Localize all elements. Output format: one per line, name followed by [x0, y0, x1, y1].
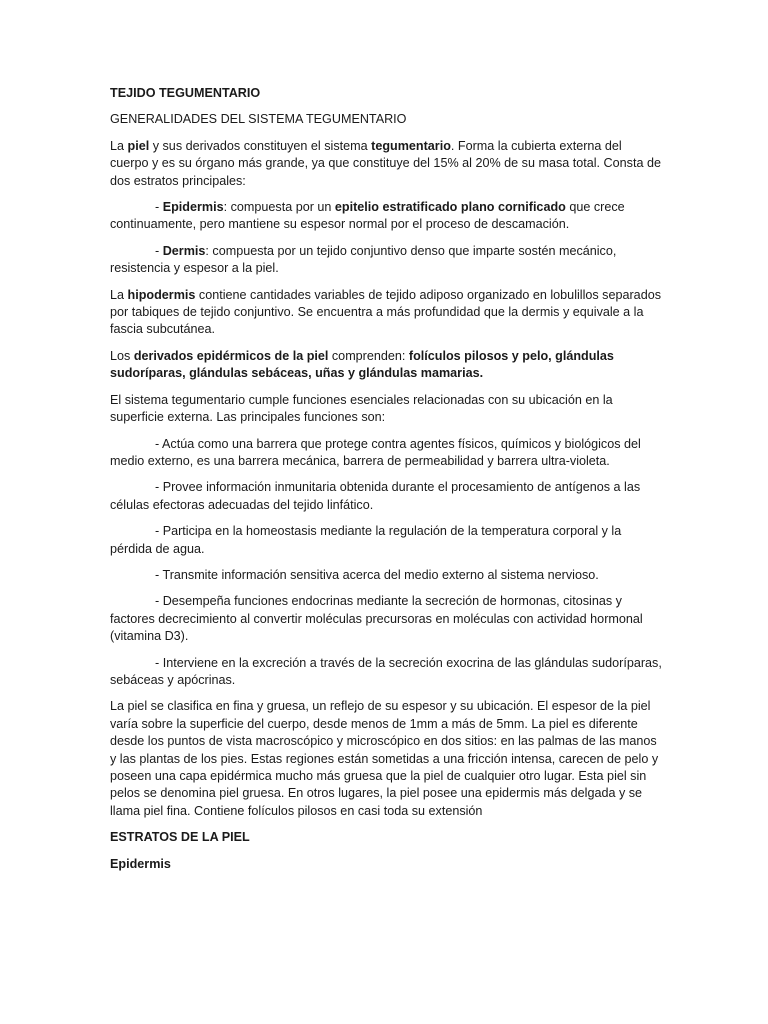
- estratos-heading: ESTRATOS DE LA PIEL: [110, 830, 250, 845]
- bold-term: piel: [127, 138, 150, 153]
- bold-term: Dermis: [162, 243, 206, 258]
- bold-term: tegumentario: [371, 138, 451, 153]
- bold-term: folículos pilosos y pelo, glándulas sudoríparas, glándulas sebáceas, uñas y glándulas mamarias.: [110, 348, 614, 381]
- bold-term: hipodermis: [127, 287, 196, 302]
- document-title: TEJIDO TEGUMENTARIO: [110, 86, 261, 100]
- bold-term: derivados epidérmicos de la piel: [133, 348, 329, 363]
- hipodermis-paragraph: La hipodermis contiene cantidades variables de tejido adiposo organizado en lobulillos separados por tabiques de tejido conjuntivo. Se encuentra a más profundidad que la dermis y equivale a la fascia subcutánea.: [110, 287, 661, 337]
- epidermis-list-item: - Epidermis: compuesta por un epitelio estratificado plano cornificado que crece continuamente, pero mantiene su espesor normal por el proceso de descamación.: [110, 200, 625, 232]
- function-item: - Participa en la homeostasis mediante la regulación de la temperatura corporal y la pérdida de agua.: [110, 524, 622, 556]
- function-item: - Provee información inmunitaria obtenida durante el procesamiento de antígenos a las células efectoras adecuadas del tejido linfático.: [110, 480, 641, 512]
- section-subtitle: GENERALIDADES DEL SISTEMA TEGUMENTARIO: [110, 112, 407, 127]
- derivados-paragraph: Los derivados epidérmicos de la piel comprenden: folículos pilosos y pelo, glándulas sudoríparas, glándulas sebáceas, uñas y glándulas mamarias.: [110, 348, 614, 381]
- funciones-intro-paragraph: El sistema tegumentario cumple funciones esenciales relacionadas con su ubicación en la superficie externa. Las principales funciones son:: [110, 392, 613, 425]
- bold-term: Epidermis: [162, 200, 224, 215]
- function-item: - Desempeña funciones endocrinas mediante la secreción de hormonas, citosinas y factores decrecimiento al convertir moléculas precursoras en moléculas con actividad hormonal (vitamina D3).: [110, 594, 643, 644]
- intro-paragraph: La piel y sus derivados constituyen el sistema tegumentario. Forma la cubierta externa del cuerpo y es su órgano más grande, ya que constituye del 15% al 20% de su masa total. Consta de dos estratos principales:: [110, 138, 661, 188]
- clasificacion-paragraph: La piel se clasifica en fina y gruesa, un reflejo de su espesor y su ubicación. El espesor de la piel varía sobre la superficie del cuerpo, desde menos de 1mm a más de 5mm. La piel es diferente desde los puntos de vista macroscópico y microscópico en dos sitios: en las palmas de las manos y las plantas de los pies. Estas regiones están sometidas a una fricción intensa, carecen de pelo y poseen una capa epidérmica mucho más gruesa que la piel de cualquier otro lugar. Esta piel sin pelos se denomina piel gruesa. En otros lugares, la piel posee una epidermis más delgada y se llama piel fina. Contiene folículos pilosos en casi toda su extensión: [110, 699, 659, 818]
- epidermis-heading: Epidermis: [110, 856, 171, 871]
- function-item: - Interviene en la excreción a través de la secreción exocrina de las glándulas sudoríparas, sebáceas y apócrinas.: [110, 655, 662, 687]
- bold-term: epitelio estratificado plano cornificado: [334, 200, 566, 215]
- function-item: - Transmite información sensitiva acerca del medio externo al sistema nervioso.: [155, 567, 599, 582]
- dermis-list-item: - Dermis: compuesta por un tejido conjuntivo denso que imparte sostén mecánico, resistencia y espesor a la piel.: [110, 243, 617, 276]
- function-item: - Actúa como una barrera que protege contra agentes físicos, químicos y biológicos del medio externo, es una barrera mecánica, barrera de permeabilidad y barrera ultra-violeta.: [110, 436, 641, 468]
